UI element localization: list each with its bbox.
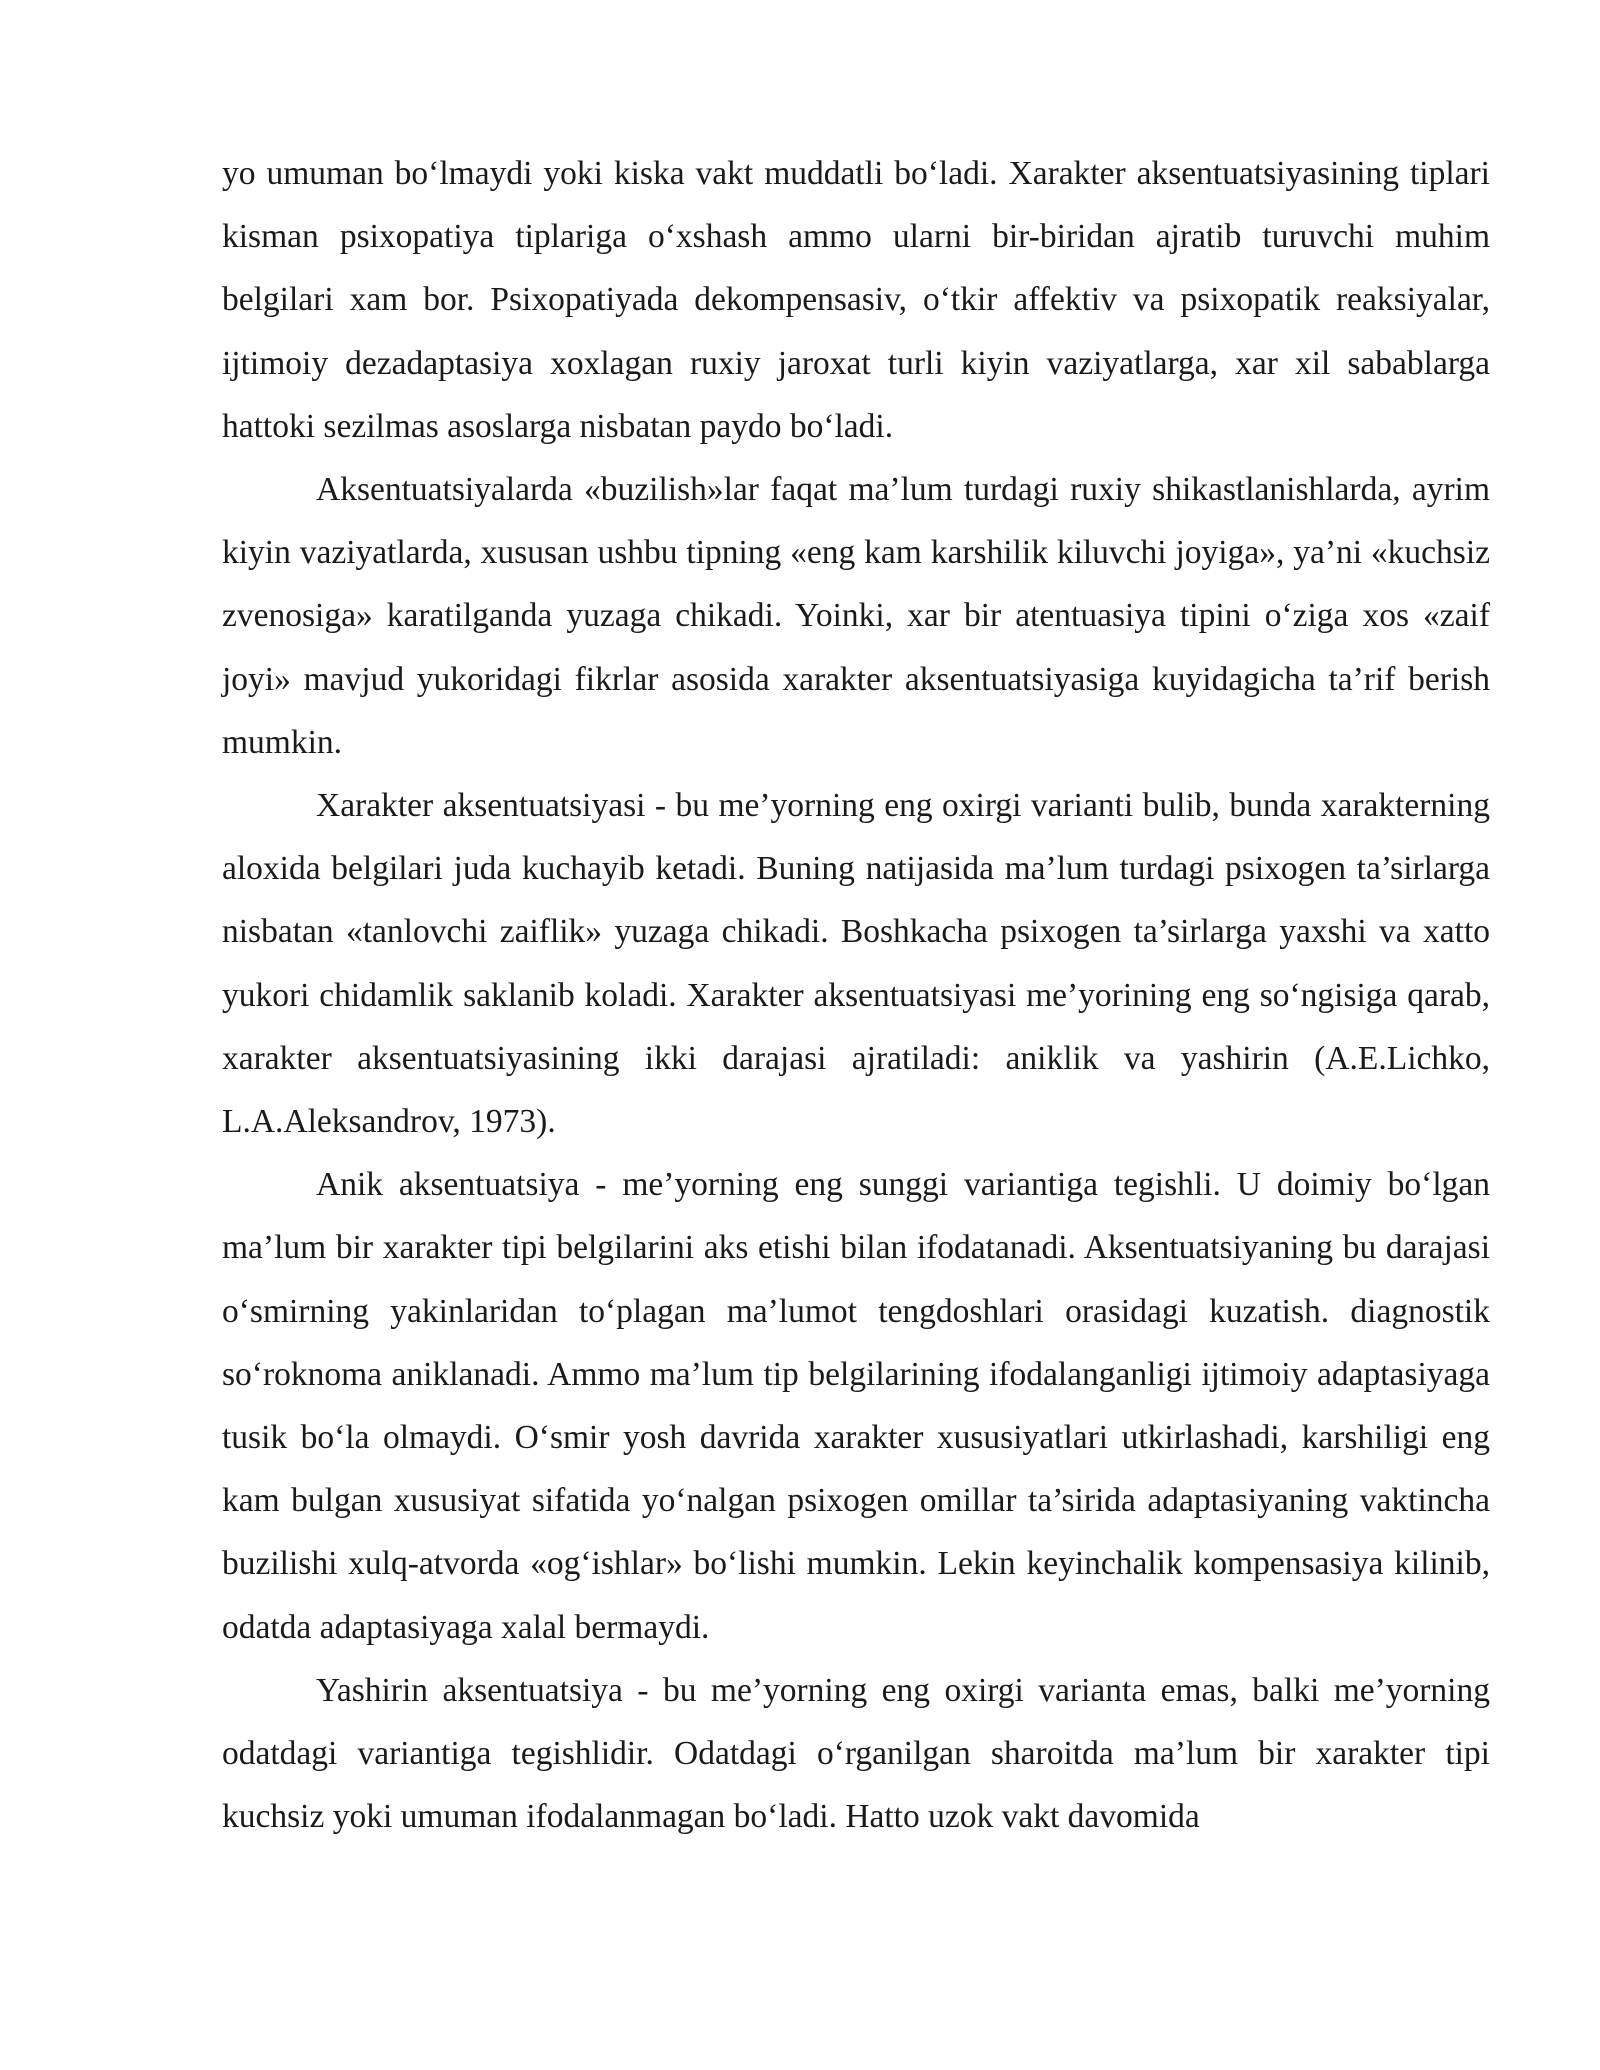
paragraph-anik-aksentuatsiya: Anik aksentuatsiya - me’yorning eng sunggi variantiga tegishli. U doimiy bo‘lgan ma’lum bir xarakter tipi belgilarini aks etishi bilan ifodatanadi. Aksentuatsiyaning bu darajasi o‘smirning yakinlaridan to‘plagan ma’lumot tengdoshlari orasidagi kuzatish. diagnostik so‘roknoma aniklanadi. Ammo ma’lum tip belgilarining ifodalanganligi ijtimoiy adaptasiyaga tusik bo‘la olmaydi. O‘smir yosh davrida xarakter xususiyatlari utkirlashadi, karshiligi eng kam bulgan xususiyat sifatida yo‘nalgan psixogen omillar ta’sirida adaptasiyaning vaktincha buzilishi xulq-atvorda «og‘ishlar» bo‘lishi mumkin. Lekin keyinchalik kompensasiya kilinib, odatda adaptasiyaga xalal bermaydi.	[222, 1166, 1490, 1646]
paragraph-aksentuatsiyalarda: Aksentuatsiyalarda «buzilish»lar faqat ma’lum turdagi ruxiy shikastlanishlarda, ayrim kiyin vaziyatlarda, xususan ushbu tipning «eng kam karshilik kiluvchi joyiga», ya’ni «kuchsiz zvenosiga» karatilganda yuzaga chikadi. Yoinki, xar bir atentuasiya tipini o‘ziga xos «zaif joyi» mavjud yukoridagi fikrlar asosida xarakter aksentuatsiyasiga kuyidagicha ta’rif berish mumkin.	[222, 471, 1490, 761]
paragraph-xarakter-aksentuatsiyasi: Xarakter aksentuatsiyasi - bu me’yorning eng oxirgi varianti bulib, bunda xarakterning aloxida belgilari juda kuchayib ketadi. Buning natijasida ma’lum turdagi psixogen ta’sirlarga nisbatan «tanlovchi zaiflik» yuzaga chikadi. Boshkacha psixogen ta’sirlarga yaxshi va xatto yukori chidamlik saklanib koladi. Xarakter aksentuatsiyasi me’yorining eng so‘ngisiga qarab, xarakter aksentuatsiyasining ikki darajasi ajratiladi: aniklik va yashirin (A.E.Lichko, L.A.Aleksandrov, 1973).	[222, 787, 1490, 1141]
paragraph-yashirin-aksentuatsiya: Yashirin aksentuatsiya - bu me’yorning eng oxirgi varianta emas, balki me’yorning odatdagi variantiga tegishlidir. Odatdagi o‘rganilgan sharoitda ma’lum bir xarakter tipi kuchsiz yoki umuman ifodalanmagan bo‘ladi. Hatto uzok vakt davomida	[222, 1671, 1490, 1836]
paragraph-continued: yo umuman bo‘lmaydi yoki kiska vakt muddatli bo‘ladi. Xarakter aksentuatsiyasining tiplari kisman psixopatiya tiplariga o‘xshash ammo ularni bir-biridan ajratib turuvchi muhim belgilari xam bor. Psixopatiyada dekompensasiv, o‘tkir affektiv va psixopatik reaksiyalar, ijtimoiy dezadaptasiya xoxlagan ruxiy jaroxat turli kiyin vaziyatlarga, xar xil sabablarga hattoki sezilmas asoslarga nisbatan paydo bo‘ladi.	[222, 155, 1490, 445]
document-body	[222, 142, 1490, 1848]
